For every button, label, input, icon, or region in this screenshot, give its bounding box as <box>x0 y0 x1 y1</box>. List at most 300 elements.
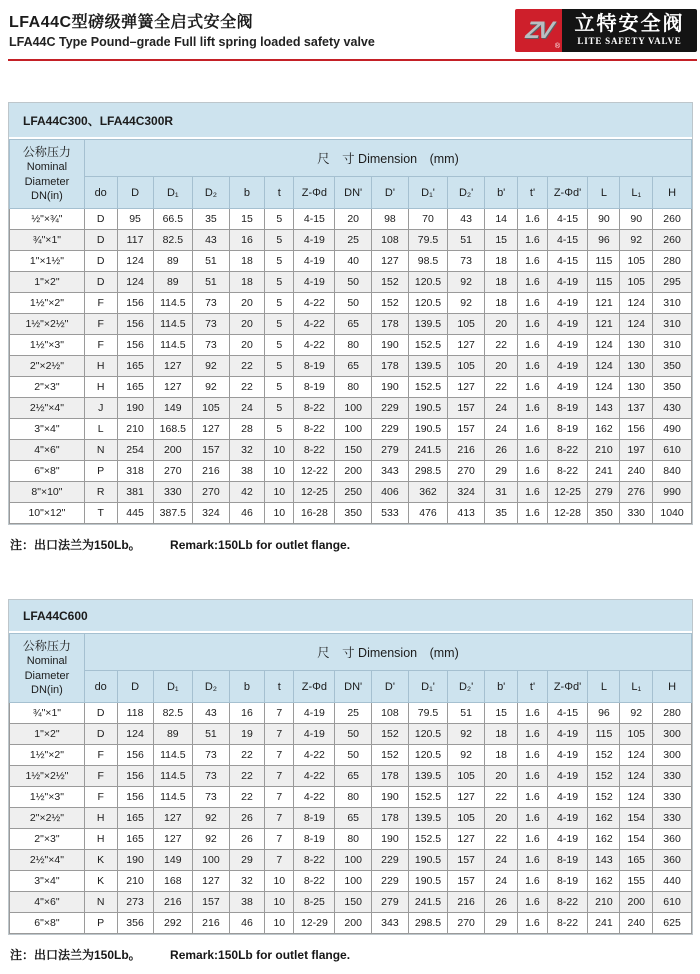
dimension-value-cell: 114.5 <box>153 766 192 787</box>
dimension-value-cell: 157 <box>193 892 230 913</box>
dimension-value-cell: 89 <box>153 251 192 272</box>
table-remark <box>10 946 690 963</box>
dimension-value-cell: 4-19 <box>547 724 588 745</box>
column-header: D <box>117 177 153 209</box>
dimension-value-cell: 241.5 <box>408 440 447 461</box>
dimension-value-cell: 154 <box>620 808 653 829</box>
dimension-value-cell: 5 <box>265 335 294 356</box>
dimension-value-cell: 157 <box>448 871 485 892</box>
dimension-value-cell: 51 <box>193 724 230 745</box>
dimension-value-cell: 190 <box>117 850 153 871</box>
dimension-value-cell: 92 <box>620 230 653 251</box>
dn-size-cell: 1½"×2" <box>10 293 85 314</box>
dimension-value-cell: F <box>84 335 117 356</box>
dimension-value-cell: L <box>84 419 117 440</box>
column-header: D₂' <box>448 177 485 209</box>
dimension-value-cell: 105 <box>448 766 485 787</box>
dimension-value-cell: 16-28 <box>294 503 335 524</box>
dimension-value-cell: 152.5 <box>408 787 447 808</box>
column-header: D₁ <box>153 177 192 209</box>
header-line: 公称压力 <box>22 144 71 159</box>
dimension-value-cell: 22 <box>229 356 264 377</box>
dimension-value-cell: 240 <box>620 461 653 482</box>
dimension-value-cell: 130 <box>620 356 653 377</box>
column-header: t <box>265 671 294 703</box>
dimension-value-cell: 178 <box>372 766 409 787</box>
dimension-value-cell: 95 <box>117 209 153 230</box>
dimension-value-cell: 105 <box>448 356 485 377</box>
dimension-value-cell: 610 <box>653 440 692 461</box>
dimension-value-cell: 73 <box>193 293 230 314</box>
dimension-value-cell: 66.5 <box>153 209 192 230</box>
dimension-value-cell: 240 <box>620 913 653 934</box>
dimension-value-cell: 139.5 <box>408 766 447 787</box>
dimension-value-cell: H <box>84 829 117 850</box>
dimension-value-cell: 82.5 <box>153 230 192 251</box>
column-header: D₁' <box>408 177 447 209</box>
dimension-value-cell: 89 <box>153 724 192 745</box>
column-header: DN' <box>335 177 372 209</box>
dimension-value-cell: 32 <box>229 871 264 892</box>
brand-logo-text <box>562 9 697 52</box>
dimension-value-cell: 51 <box>448 703 485 724</box>
dimension-value-cell: 310 <box>653 314 692 335</box>
dimension-value-cell: 7 <box>265 745 294 766</box>
dimension-value-cell: D <box>84 724 117 745</box>
dimension-value-cell: 156 <box>620 419 653 440</box>
dimension-value-cell: 250 <box>335 482 372 503</box>
dimension-value-cell: 130 <box>620 335 653 356</box>
dimension-value-cell: 4-19 <box>294 703 335 724</box>
dimension-value-cell: 20 <box>485 766 518 787</box>
dimension-value-cell: 8-22 <box>294 850 335 871</box>
dimension-value-cell: 105 <box>620 272 653 293</box>
dimension-value-cell: 1.6 <box>518 766 547 787</box>
dimension-value-cell: 362 <box>408 482 447 503</box>
dimension-value-cell: 7 <box>265 829 294 850</box>
dimension-value-cell: H <box>84 377 117 398</box>
dimension-value-cell: 1.6 <box>518 871 547 892</box>
dimension-value-cell: 260 <box>653 230 692 251</box>
dimension-value-cell: 168 <box>153 871 192 892</box>
dimension-value-cell: 18 <box>229 251 264 272</box>
table-row <box>10 356 692 377</box>
dimension-value-cell: 4-19 <box>294 724 335 745</box>
dimension-value-cell: 1.6 <box>518 419 547 440</box>
dimension-value-cell: 8-19 <box>547 419 588 440</box>
dimension-value-cell: 7 <box>265 808 294 829</box>
dn-size-cell: 1½"×2½" <box>10 766 85 787</box>
dn-size-cell: 8"×10" <box>10 482 85 503</box>
dimension-value-cell: 114.5 <box>153 745 192 766</box>
dimension-value-cell: 5 <box>265 377 294 398</box>
dimension-value-cell: 38 <box>229 461 264 482</box>
dimension-value-cell: 8-19 <box>547 871 588 892</box>
dimension-value-cell: 24 <box>485 871 518 892</box>
dimension-value-cell: 65 <box>335 356 372 377</box>
dimension-value-cell: 152 <box>372 724 409 745</box>
dimension-value-cell: 4-19 <box>547 808 588 829</box>
dimension-value-cell: 381 <box>117 482 153 503</box>
dimension-value-cell: 156 <box>117 335 153 356</box>
table-row <box>10 703 692 724</box>
dimension-value-cell: 4-22 <box>294 293 335 314</box>
dimension-value-cell: 80 <box>335 377 372 398</box>
dimension-value-cell: 40 <box>335 251 372 272</box>
table-body <box>10 209 692 524</box>
dn-size-cell: 1½"×2½" <box>10 314 85 335</box>
table-title: LFA44C300、LFA44C300R <box>9 103 692 139</box>
table-row <box>10 850 692 871</box>
dimension-value-cell: 43 <box>448 209 485 230</box>
dimension-value-cell: 124 <box>620 787 653 808</box>
table-body <box>10 703 692 934</box>
dimension-value-cell: 1.6 <box>518 850 547 871</box>
table-row <box>10 440 692 461</box>
dimension-value-cell: 139.5 <box>408 808 447 829</box>
dimension-value-cell: 270 <box>153 461 192 482</box>
dimension-value-cell: 8-22 <box>547 461 588 482</box>
dimension-value-cell: 8-22 <box>294 419 335 440</box>
title-block <box>9 9 375 49</box>
dimension-value-cell: 115 <box>588 724 620 745</box>
table-row <box>10 230 692 251</box>
dimension-value-cell: 840 <box>653 461 692 482</box>
dimension-value-cell: 241 <box>588 913 620 934</box>
dn-size-cell: 3"×4" <box>10 419 85 440</box>
dimension-value-cell: 12-22 <box>294 461 335 482</box>
dn-size-cell: 3"×4" <box>10 871 85 892</box>
dn-size-cell: 2"×2½" <box>10 808 85 829</box>
dimension-value-cell: 115 <box>588 251 620 272</box>
dimension-value-cell: 229 <box>372 398 409 419</box>
dimension-value-cell: 89 <box>153 272 192 293</box>
dimension-value-cell: 82.5 <box>153 703 192 724</box>
dimension-value-cell: 156 <box>117 745 153 766</box>
dimension-value-cell: 127 <box>193 419 230 440</box>
table-row <box>10 293 692 314</box>
page-title-en: LFA44C Type Pound–grade Full lift spring loaded safety valve <box>9 35 375 49</box>
dimension-value-cell: 26 <box>485 440 518 461</box>
page-title-zh: LFA44C型磅级弹簧全启式安全阀 <box>9 14 254 31</box>
dimension-value-cell: 22 <box>229 787 264 808</box>
column-header: t' <box>518 671 547 703</box>
column-header: L <box>588 177 620 209</box>
dimension-value-cell: 73 <box>193 335 230 356</box>
dimension-value-cell: 190.5 <box>408 871 447 892</box>
dimension-value-cell: 8-22 <box>294 398 335 419</box>
dimension-value-cell: 124 <box>620 314 653 335</box>
dimension-value-cell: 156 <box>117 293 153 314</box>
table-row <box>10 461 692 482</box>
dimension-value-cell: 216 <box>193 461 230 482</box>
dimension-value-cell: 190.5 <box>408 398 447 419</box>
dimension-value-cell: D <box>84 209 117 230</box>
dimension-header-row <box>10 634 692 671</box>
table-row <box>10 503 692 524</box>
dimension-value-cell: 105 <box>620 251 653 272</box>
dimension-value-cell: 50 <box>335 724 372 745</box>
dimension-value-cell: 1.6 <box>518 808 547 829</box>
dimension-value-cell: 387.5 <box>153 503 192 524</box>
dn-size-cell: 1½"×2" <box>10 745 85 766</box>
column-header: do <box>84 177 117 209</box>
dimension-value-cell: H <box>84 808 117 829</box>
dimension-value-cell: 350 <box>653 377 692 398</box>
dimension-value-cell: 92 <box>193 377 230 398</box>
dimension-value-cell: 210 <box>117 871 153 892</box>
dimension-value-cell: 310 <box>653 335 692 356</box>
dimension-value-cell: K <box>84 850 117 871</box>
dimension-value-cell: 152 <box>372 293 409 314</box>
dimension-value-cell: 152.5 <box>408 829 447 850</box>
column-header: Z-Φd <box>294 671 335 703</box>
table-row <box>10 314 692 335</box>
table-row <box>10 745 692 766</box>
column-header: D₂ <box>193 177 230 209</box>
dimension-value-cell: 90 <box>588 209 620 230</box>
brand-logo-mark-icon <box>515 9 562 52</box>
dimension-value-cell: 292 <box>153 913 192 934</box>
dimension-value-cell: T <box>84 503 117 524</box>
dimension-value-cell: 32 <box>229 440 264 461</box>
dimension-value-cell: 1.6 <box>518 356 547 377</box>
header-line: Nominal <box>26 655 68 668</box>
table-row <box>10 419 692 440</box>
dimension-value-cell: 20 <box>229 335 264 356</box>
dimension-value-cell: 73 <box>193 314 230 335</box>
dimension-value-cell: 4-19 <box>547 377 588 398</box>
dimension-value-cell: 210 <box>588 892 620 913</box>
dimension-value-cell: 4-19 <box>547 293 588 314</box>
dimension-value-cell: 157 <box>448 850 485 871</box>
column-header: Z-Φd' <box>547 177 588 209</box>
dimension-value-cell: 118 <box>117 703 153 724</box>
dimension-value-cell: 350 <box>335 503 372 524</box>
dimension-value-cell: 115 <box>588 272 620 293</box>
dimension-value-cell: 1.6 <box>518 892 547 913</box>
dimension-table <box>9 139 692 524</box>
dimension-value-cell: 127 <box>448 787 485 808</box>
dimension-value-cell: 241.5 <box>408 892 447 913</box>
dimension-value-cell: 79.5 <box>408 703 447 724</box>
dimension-value-cell: 25 <box>335 703 372 724</box>
dimension-value-cell: 276 <box>620 482 653 503</box>
dimension-value-cell: 139.5 <box>408 314 447 335</box>
dimension-value-cell: 105 <box>448 808 485 829</box>
dimension-value-cell: 26 <box>485 892 518 913</box>
dimension-value-cell: 1.6 <box>518 482 547 503</box>
dimension-value-cell: 22 <box>229 766 264 787</box>
dimension-value-cell: 4-19 <box>294 230 335 251</box>
dimension-value-cell: 26 <box>229 808 264 829</box>
dimension-value-cell: J <box>84 398 117 419</box>
dimension-value-cell: 149 <box>153 398 192 419</box>
table-row <box>10 871 692 892</box>
table-row <box>10 209 692 230</box>
dimension-value-cell: 152 <box>372 272 409 293</box>
dimension-value-cell: 80 <box>335 335 372 356</box>
dimension-value-cell: 18 <box>485 724 518 745</box>
dimension-value-cell: 356 <box>117 913 153 934</box>
dimension-value-cell: 120.5 <box>408 293 447 314</box>
dimension-value-cell: N <box>84 892 117 913</box>
dimension-value-cell: 24 <box>485 398 518 419</box>
dimension-value-cell: 124 <box>588 356 620 377</box>
dimension-value-cell: 154 <box>620 829 653 850</box>
dimension-value-cell: 330 <box>653 766 692 787</box>
dimension-value-cell: 124 <box>117 272 153 293</box>
dimension-value-cell: N <box>84 440 117 461</box>
dimension-value-cell: 96 <box>588 230 620 251</box>
dimension-value-cell: 197 <box>620 440 653 461</box>
dimension-value-cell: 5 <box>265 209 294 230</box>
dimension-value-cell: 4-15 <box>294 209 335 230</box>
dn-size-cell: 4"×6" <box>10 440 85 461</box>
dimension-value-cell: 4-19 <box>547 766 588 787</box>
dimension-value-cell: 22 <box>229 745 264 766</box>
table-row <box>10 482 692 503</box>
dimension-value-cell: 4-19 <box>547 356 588 377</box>
dimension-value-cell: 190 <box>372 787 409 808</box>
dimension-value-cell: 114.5 <box>153 314 192 335</box>
dimension-value-cell: 295 <box>653 272 692 293</box>
dn-size-cell: 6"×8" <box>10 461 85 482</box>
dimension-value-cell: 5 <box>265 314 294 335</box>
dimension-value-cell: 80 <box>335 829 372 850</box>
dimension-value-cell: 92 <box>620 703 653 724</box>
dimension-value-cell: 310 <box>653 293 692 314</box>
dimension-value-cell: 1.6 <box>518 209 547 230</box>
column-header: b <box>229 671 264 703</box>
dimension-value-cell: 8-22 <box>547 913 588 934</box>
brand-name-en: LITE SAFETY VALVE <box>577 36 682 46</box>
dimension-value-cell: 190 <box>372 335 409 356</box>
dimension-value-cell: 117 <box>117 230 153 251</box>
dimension-value-cell: P <box>84 461 117 482</box>
dimension-value-cell: 127 <box>153 356 192 377</box>
dimension-value-cell: 190 <box>372 377 409 398</box>
dimension-value-cell: 280 <box>653 251 692 272</box>
dimension-value-cell: 1.6 <box>518 335 547 356</box>
dimension-value-cell: 162 <box>588 808 620 829</box>
dimension-value-cell: 4-15 <box>547 703 588 724</box>
dimension-value-cell: 4-19 <box>547 272 588 293</box>
dimension-value-cell: 162 <box>588 419 620 440</box>
spec-table-lfa44c300 <box>8 102 693 525</box>
dimension-value-cell: 1.6 <box>518 230 547 251</box>
dimension-value-cell: 29 <box>229 850 264 871</box>
dimension-value-cell: 5 <box>265 230 294 251</box>
dimension-value-cell: 10 <box>265 461 294 482</box>
dimension-value-cell: 139.5 <box>408 356 447 377</box>
dimension-value-cell: 1.6 <box>518 461 547 482</box>
dimension-value-cell: 143 <box>588 398 620 419</box>
dimension-value-cell: 43 <box>193 230 230 251</box>
column-header: Z-Φd <box>294 177 335 209</box>
remark-en: Remark:150Lb for outlet flange. <box>170 538 351 552</box>
dimension-value-cell: 156 <box>117 766 153 787</box>
dimension-value-cell: 51 <box>193 251 230 272</box>
dimension-value-cell: 152 <box>588 766 620 787</box>
dimension-value-cell: 445 <box>117 503 153 524</box>
dimension-value-cell: 100 <box>335 850 372 871</box>
page-header <box>0 0 700 52</box>
dimension-value-cell: F <box>84 787 117 808</box>
nominal-diameter-header <box>10 140 85 209</box>
dimension-value-cell: 4-19 <box>547 335 588 356</box>
dimension-value-cell: 4-19 <box>547 787 588 808</box>
header-line: Diameter <box>24 175 70 188</box>
dimension-value-cell: 1040 <box>653 503 692 524</box>
dimension-value-cell: 165 <box>117 829 153 850</box>
dimension-value-cell: 162 <box>588 829 620 850</box>
dimension-value-cell: 127 <box>372 251 409 272</box>
dimension-value-cell: 24 <box>485 419 518 440</box>
dimension-value-cell: 1.6 <box>518 293 547 314</box>
dn-size-cell: 2½"×4" <box>10 398 85 419</box>
dimension-value-cell: 8-19 <box>547 398 588 419</box>
dimension-value-cell: K <box>84 871 117 892</box>
dimension-value-cell: 22 <box>485 377 518 398</box>
header-line: Diameter <box>24 669 70 682</box>
dimension-value-cell: 108 <box>372 703 409 724</box>
dimension-value-cell: 124 <box>588 377 620 398</box>
dimension-value-cell: 31 <box>485 482 518 503</box>
table-remark <box>10 536 690 553</box>
dimension-value-cell: 156 <box>117 787 153 808</box>
dimension-value-cell: 92 <box>448 745 485 766</box>
dimension-value-cell: 157 <box>448 398 485 419</box>
column-header: t' <box>518 177 547 209</box>
dimension-value-cell: 152 <box>588 745 620 766</box>
dimension-value-cell: 200 <box>620 892 653 913</box>
dn-size-cell: 2"×2½" <box>10 356 85 377</box>
dimension-value-cell: 229 <box>372 419 409 440</box>
dimension-value-cell: 8-19 <box>294 356 335 377</box>
dimension-value-cell: 190.5 <box>408 419 447 440</box>
dimension-value-cell: 330 <box>620 503 653 524</box>
dimension-value-cell: 38 <box>229 892 264 913</box>
table-row <box>10 787 692 808</box>
dimension-value-cell: 156 <box>117 314 153 335</box>
remark-en: Remark:150Lb for outlet flange. <box>170 948 351 962</box>
dimension-value-cell: 280 <box>653 703 692 724</box>
dimension-value-cell: 79.5 <box>408 230 447 251</box>
dimension-value-cell: 100 <box>335 419 372 440</box>
dimension-value-cell: 1.6 <box>518 251 547 272</box>
column-header-row <box>10 671 692 703</box>
dimension-value-cell: 105 <box>620 724 653 745</box>
dimension-value-cell: 124 <box>620 293 653 314</box>
dimension-value-cell: 8-19 <box>294 808 335 829</box>
dimension-value-cell: 121 <box>588 314 620 335</box>
dimension-value-cell: 360 <box>653 850 692 871</box>
dimension-value-cell: 165 <box>620 850 653 871</box>
dimension-value-cell: 8-19 <box>547 850 588 871</box>
table-row <box>10 377 692 398</box>
dimension-value-cell: 92 <box>193 356 230 377</box>
dimension-value-cell: 4-15 <box>547 251 588 272</box>
table-row <box>10 335 692 356</box>
dimension-value-cell: 216 <box>448 892 485 913</box>
dn-size-cell: 6"×8" <box>10 913 85 934</box>
dimension-value-cell: 120.5 <box>408 745 447 766</box>
dimension-value-cell: 190 <box>117 398 153 419</box>
dimension-value-cell: 343 <box>372 461 409 482</box>
column-header: Z-Φd' <box>547 671 588 703</box>
dimension-value-cell: 149 <box>153 850 192 871</box>
